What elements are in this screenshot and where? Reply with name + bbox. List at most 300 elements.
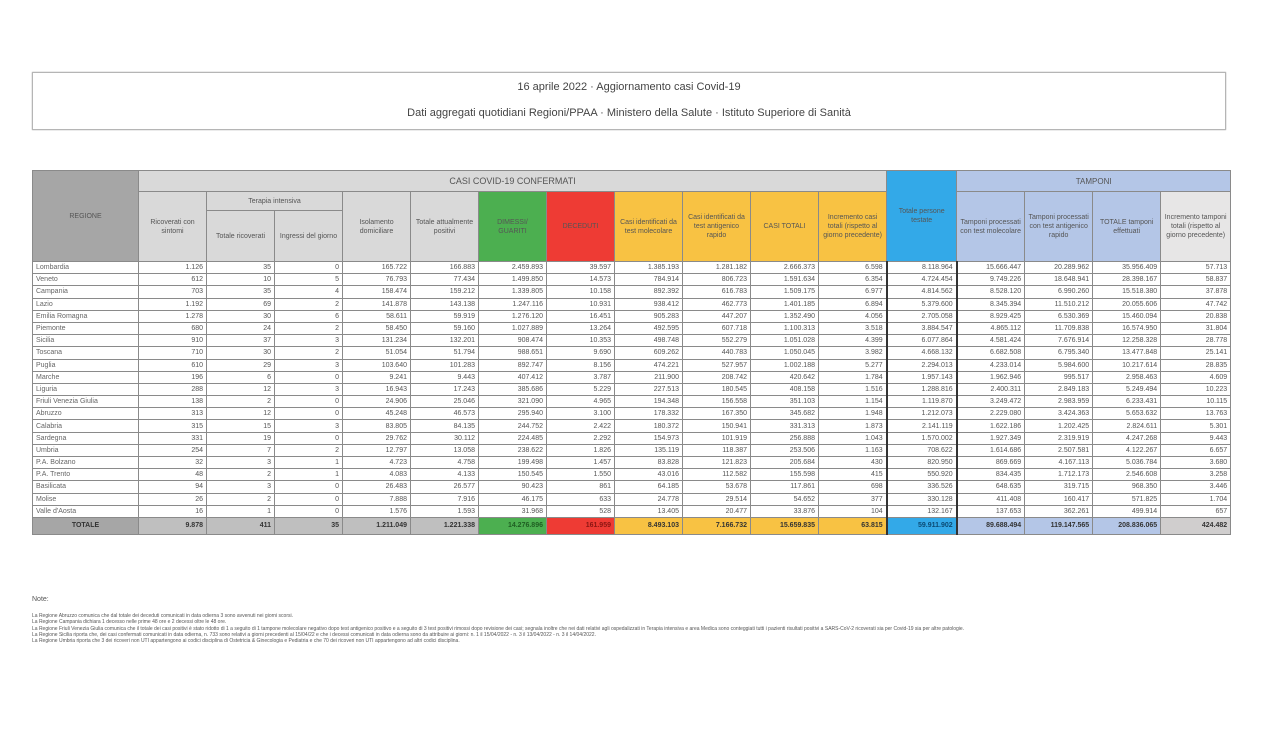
table-cell: 59.160	[411, 322, 479, 334]
table-cell: 227.513	[615, 383, 683, 395]
table-cell: 6.354	[819, 274, 887, 286]
table-cell: 238.622	[479, 444, 547, 456]
table-cell: 995.517	[1025, 371, 1093, 383]
table-cell: 0	[275, 432, 343, 444]
table-cell: 331	[139, 432, 207, 444]
report-subtitle: Dati aggregati quotidiani Regioni/PPAA · Ministero della Salute · Istituto Superiore di Sanità	[407, 107, 851, 119]
table-cell: 19	[207, 432, 275, 444]
table-cell: 528	[547, 505, 615, 517]
table-cell: 1.550	[547, 469, 615, 481]
table-cell: 5.249.494	[1093, 383, 1161, 395]
table-cell: 407.412	[479, 371, 547, 383]
table-cell: 69	[207, 298, 275, 310]
table-cell: 3.249.472	[957, 396, 1025, 408]
total-cell: 411	[207, 517, 275, 534]
table-cell: 1.202.425	[1025, 420, 1093, 432]
table-cell: 48	[139, 469, 207, 481]
table-cell: 4.609	[1161, 371, 1231, 383]
table-cell: 4.724.454	[887, 274, 957, 286]
table-cell: 9.443	[1161, 432, 1231, 444]
table-cell: 1.339.805	[479, 286, 547, 298]
table-cell: 1.212.073	[887, 408, 957, 420]
table-cell: 2	[207, 469, 275, 481]
table-cell: 6.657	[1161, 444, 1231, 456]
table-cell: 156.558	[683, 396, 751, 408]
table-cell: 18.648.941	[1025, 274, 1093, 286]
region-name: Toscana	[33, 347, 139, 359]
table-cell: 1	[275, 457, 343, 469]
table-cell: 2	[275, 444, 343, 456]
table-cell: 1.457	[547, 457, 615, 469]
table-cell: 154.973	[615, 432, 683, 444]
table-cell: 25.046	[411, 396, 479, 408]
table-cell: 474.221	[615, 359, 683, 371]
table-cell: 1.957.143	[887, 371, 957, 383]
table-row	[33, 481, 1231, 493]
table-cell: 892.392	[615, 286, 683, 298]
table-cell: 28.778	[1161, 335, 1231, 347]
table-cell: 253.506	[751, 444, 819, 456]
region-name: Liguria	[33, 383, 139, 395]
table-cell: 12.258.328	[1093, 335, 1161, 347]
table-cell: 430	[819, 457, 887, 469]
column-header-region: REGIONE	[33, 171, 139, 262]
table-cell: 11.709.838	[1025, 322, 1093, 334]
table-cell: 244.752	[479, 420, 547, 432]
table-cell: 37	[207, 335, 275, 347]
table-cell: 2.459.893	[479, 262, 547, 274]
table-cell: 3.884.547	[887, 322, 957, 334]
total-cell: 89.688.494	[957, 517, 1025, 534]
table-cell: 3	[207, 481, 275, 493]
table-cell: 1.100.313	[751, 322, 819, 334]
table-row	[33, 444, 1231, 456]
total-cell: 7.166.732	[683, 517, 751, 534]
table-cell: 4.167.113	[1025, 457, 1093, 469]
table-cell: 420.642	[751, 371, 819, 383]
column-header-casi-antigenico: Casi identificati da test antigenico rapido	[683, 192, 751, 262]
table-cell: 550.920	[887, 469, 957, 481]
table-cell: 3	[275, 383, 343, 395]
table-cell: 208.742	[683, 371, 751, 383]
table-cell: 20.477	[683, 505, 751, 517]
table-cell: 408.158	[751, 383, 819, 395]
table-cell: 31.804	[1161, 322, 1231, 334]
total-cell: 15.659.835	[751, 517, 819, 534]
table-cell: 4.083	[343, 469, 411, 481]
table-cell: 552.279	[683, 335, 751, 347]
table-cell: 1.712.173	[1025, 469, 1093, 481]
table-cell: 440.783	[683, 347, 751, 359]
table-cell: 224.485	[479, 432, 547, 444]
table-cell: 7	[207, 444, 275, 456]
table-cell: 77.434	[411, 274, 479, 286]
table-cell: 351.103	[751, 396, 819, 408]
table-cell: 0	[275, 505, 343, 517]
total-cell: 424.482	[1161, 517, 1231, 534]
table-cell: 5.984.600	[1025, 359, 1093, 371]
table-cell: 1.051.028	[751, 335, 819, 347]
table-cell: 6.682.508	[957, 347, 1025, 359]
region-name: Veneto	[33, 274, 139, 286]
table-cell: 3	[275, 420, 343, 432]
table-cell: 4.399	[819, 335, 887, 347]
table-cell: 633	[547, 493, 615, 505]
region-name: Umbria	[33, 444, 139, 456]
table-cell: 784.914	[615, 274, 683, 286]
table-cell: 6	[207, 371, 275, 383]
table-row	[33, 469, 1231, 481]
column-header-isolamento: Isolamento domiciliare	[343, 192, 411, 262]
table-cell: 1.948	[819, 408, 887, 420]
table-cell: 1.027.889	[479, 322, 547, 334]
region-name: Campania	[33, 286, 139, 298]
table-cell: 1.002.188	[751, 359, 819, 371]
table-cell: 159.212	[411, 286, 479, 298]
table-row	[33, 274, 1231, 286]
table-cell: 16.943	[343, 383, 411, 395]
table-cell: 33.876	[751, 505, 819, 517]
table-cell: 1.516	[819, 383, 887, 395]
region-name: Calabria	[33, 420, 139, 432]
table-cell: 132.167	[887, 505, 957, 517]
total-cell: 63.815	[819, 517, 887, 534]
table-cell: 3.258	[1161, 469, 1231, 481]
table-cell: 1.570.002	[887, 432, 957, 444]
table-cell: 118.387	[683, 444, 751, 456]
table-cell: 2.400.311	[957, 383, 1025, 395]
table-cell: 256.888	[751, 432, 819, 444]
table-cell: 2.294.013	[887, 359, 957, 371]
table-cell: 1.622.186	[957, 420, 1025, 432]
table-cell: 194.348	[615, 396, 683, 408]
table-cell: 3.982	[819, 347, 887, 359]
notes-lines	[32, 613, 1232, 644]
table-cell: 4.965	[547, 396, 615, 408]
table-cell: 7.888	[343, 493, 411, 505]
table-cell: 1.704	[1161, 493, 1231, 505]
table-cell: 616.783	[683, 286, 751, 298]
table-cell: 47.742	[1161, 298, 1231, 310]
table-cell: 6.894	[819, 298, 887, 310]
table-cell: 53.678	[683, 481, 751, 493]
table-cell: 13.058	[411, 444, 479, 456]
table-cell: 9.749.226	[957, 274, 1025, 286]
region-name: Valle d'Aosta	[33, 505, 139, 517]
table-cell: 5.277	[819, 359, 887, 371]
region-name: Sardegna	[33, 432, 139, 444]
table-cell: 32	[139, 457, 207, 469]
region-name: P.A. Bolzano	[33, 457, 139, 469]
table-cell: 2	[275, 347, 343, 359]
group-header-tamponi: TAMPONI	[957, 171, 1231, 192]
table-cell: 2.546.608	[1093, 469, 1161, 481]
table-row	[33, 262, 1231, 274]
table-cell: 4.122.267	[1093, 444, 1161, 456]
table-cell: 11.510.212	[1025, 298, 1093, 310]
table-cell: 8.929.425	[957, 310, 1025, 322]
total-row	[33, 517, 1231, 534]
table-cell: 1.352.490	[751, 310, 819, 322]
table-cell: 83.805	[343, 420, 411, 432]
table-cell: 499.914	[1093, 505, 1161, 517]
column-header-totale-persone: Totale persone testate	[887, 171, 957, 262]
column-header-ti-totale: Totale ricoverati	[207, 211, 275, 262]
table-cell: 1.385.193	[615, 262, 683, 274]
table-cell: 6	[275, 310, 343, 322]
table-cell: 58.837	[1161, 274, 1231, 286]
table-cell: 90.423	[479, 481, 547, 493]
table-cell: 137.653	[957, 505, 1025, 517]
column-header-incremento-casi: Incremento casi totali (rispetto al giorno precedente)	[819, 192, 887, 262]
table-cell: 8.345.394	[957, 298, 1025, 310]
table-cell: 1.576	[343, 505, 411, 517]
total-cell: 59.911.902	[887, 517, 957, 534]
notes-section	[32, 597, 1232, 644]
table-cell: 58.450	[343, 322, 411, 334]
table-cell: 1.927.349	[957, 432, 1025, 444]
table-cell: 313	[139, 408, 207, 420]
total-cell: 1.221.338	[411, 517, 479, 534]
table-cell: 336.526	[887, 481, 957, 493]
table-row	[33, 359, 1231, 371]
table-cell: 6.233.431	[1093, 396, 1161, 408]
table-cell: 0	[275, 371, 343, 383]
table-cell: 59.919	[411, 310, 479, 322]
table-cell: 16	[139, 505, 207, 517]
note-line: La Regione Campania dichiara 1 decesso nelle prime 48 ore e 2 decessi oltre le 48 ore.	[32, 619, 227, 626]
table-cell: 710	[139, 347, 207, 359]
table-cell: 10.217.614	[1093, 359, 1161, 371]
table-cell: 8.528.120	[957, 286, 1025, 298]
region-name: Emilia Romagna	[33, 310, 139, 322]
table-cell: 2.319.919	[1025, 432, 1093, 444]
table-cell: 869.669	[957, 457, 1025, 469]
table-cell: 180.545	[683, 383, 751, 395]
table-cell: 2.422	[547, 420, 615, 432]
table-cell: 28.398.167	[1093, 274, 1161, 286]
column-header-tamponi-molecolare: Tamponi processati con test molecolare	[957, 192, 1025, 262]
table-cell: 2.666.373	[751, 262, 819, 274]
table-row	[33, 371, 1231, 383]
table-cell: 5.036.784	[1093, 457, 1161, 469]
table-cell: 64.185	[615, 481, 683, 493]
table-cell: 45.248	[343, 408, 411, 420]
region-name: P.A. Trento	[33, 469, 139, 481]
table-cell: 10.931	[547, 298, 615, 310]
table-cell: 680	[139, 322, 207, 334]
table-cell: 988.651	[479, 347, 547, 359]
table-cell: 254	[139, 444, 207, 456]
table-cell: 26.483	[343, 481, 411, 493]
table-cell: 0	[275, 408, 343, 420]
table-cell: 15	[207, 420, 275, 432]
table-cell: 4.865.112	[957, 322, 1025, 334]
table-cell: 13.405	[615, 505, 683, 517]
table-cell: 199.498	[479, 457, 547, 469]
covid-regional-table	[32, 170, 1231, 535]
table-cell: 527.957	[683, 359, 751, 371]
table-cell: 58.611	[343, 310, 411, 322]
table-body	[33, 262, 1231, 535]
table-cell: 10	[207, 274, 275, 286]
table-cell: 178.332	[615, 408, 683, 420]
table-cell: 112.582	[683, 469, 751, 481]
table-cell: 17.243	[411, 383, 479, 395]
table-cell: 834.435	[957, 469, 1025, 481]
table-cell: 158.474	[343, 286, 411, 298]
table-cell: 8.156	[547, 359, 615, 371]
table-cell: 806.723	[683, 274, 751, 286]
table-cell: 571.825	[1093, 493, 1161, 505]
column-header-casi-molecolare: Casi identificati da test molecolare	[615, 192, 683, 262]
region-name: Sicilia	[33, 335, 139, 347]
total-cell: 208.836.065	[1093, 517, 1161, 534]
table-cell: 0	[275, 262, 343, 274]
table-cell: 1.154	[819, 396, 887, 408]
table-cell: 3	[207, 457, 275, 469]
table-cell: 101.283	[411, 359, 479, 371]
table-cell: 411.408	[957, 493, 1025, 505]
table-cell: 4.581.424	[957, 335, 1025, 347]
table-cell: 6.990.260	[1025, 286, 1093, 298]
table-cell: 5.229	[547, 383, 615, 395]
table-cell: 196	[139, 371, 207, 383]
table-cell: 10.223	[1161, 383, 1231, 395]
table-cell: 13.477.848	[1093, 347, 1161, 359]
table-cell: 6.795.340	[1025, 347, 1093, 359]
region-name: Lombardia	[33, 262, 139, 274]
table-row	[33, 383, 1231, 395]
table-cell: 2	[275, 322, 343, 334]
table-cell: 9.443	[411, 371, 479, 383]
note-line: La Regione Friuli Venezia Giulia comunica che il totale dei casi positivi è stato ridotto di 1 a seguito di 1 tampone molecolare negativo dopo test antigenico positivo e a seguito di 3 test positivi rimossi dopo revisione dei casi; segnala inoltre che nei dati relativi agli ospedalizzati in Terapia intensiva e area Medica sono conteggiati tutti i pazienti risultati positivi a SARS-CoV-2 ricoverati sia per Covid-19 sia per altre patologie.	[32, 625, 965, 632]
table-cell: 35.956.409	[1093, 262, 1161, 274]
region-name: Puglia	[33, 359, 139, 371]
table-cell: 610	[139, 359, 207, 371]
table-cell: 51.794	[411, 347, 479, 359]
table-cell: 10.115	[1161, 396, 1231, 408]
table-row	[33, 396, 1231, 408]
table-cell: 1.826	[547, 444, 615, 456]
table-cell: 2	[207, 493, 275, 505]
column-header-casi-totali: CASI TOTALI	[751, 192, 819, 262]
table-cell: 28.835	[1161, 359, 1231, 371]
table-row	[33, 432, 1231, 444]
table-cell: 29.514	[683, 493, 751, 505]
table-cell: 205.684	[751, 457, 819, 469]
table-cell: 4.247.268	[1093, 432, 1161, 444]
group-header-casi: CASI COVID-19 CONFERMATI	[139, 171, 887, 192]
table-cell: 1.499.850	[479, 274, 547, 286]
column-header-dimessi: DIMESSI/ GUARITI	[479, 192, 547, 262]
table-cell: 35	[207, 262, 275, 274]
table-cell: 211.900	[615, 371, 683, 383]
table-cell: 16.574.950	[1093, 322, 1161, 334]
table-cell: 46.573	[411, 408, 479, 420]
table-cell: 10.158	[547, 286, 615, 298]
table-cell: 5.653.632	[1093, 408, 1161, 420]
total-label: TOTALE	[33, 517, 139, 534]
table-cell: 15.460.094	[1093, 310, 1161, 322]
table-cell: 7.676.914	[1025, 335, 1093, 347]
table-cell: 51.054	[343, 347, 411, 359]
table-row	[33, 347, 1231, 359]
region-name: Basilicata	[33, 481, 139, 493]
table-cell: 1.591.634	[751, 274, 819, 286]
table-row	[33, 493, 1231, 505]
table-cell: 1.281.182	[683, 262, 751, 274]
table-cell: 377	[819, 493, 887, 505]
table-cell: 703	[139, 286, 207, 298]
total-cell: 1.211.049	[343, 517, 411, 534]
table-cell: 35	[207, 286, 275, 298]
region-name: Marche	[33, 371, 139, 383]
table-cell: 1.163	[819, 444, 887, 456]
table-cell: 2	[207, 396, 275, 408]
table-cell: 37.878	[1161, 286, 1231, 298]
table-cell: 180.372	[615, 420, 683, 432]
region-name: Friuli Venezia Giulia	[33, 396, 139, 408]
table-cell: 492.595	[615, 322, 683, 334]
table-cell: 30.112	[411, 432, 479, 444]
table-cell: 121.823	[683, 457, 751, 469]
table-cell: 0	[275, 481, 343, 493]
table-cell: 609.262	[615, 347, 683, 359]
table-cell: 385.686	[479, 383, 547, 395]
table-cell: 57.713	[1161, 262, 1231, 274]
table-cell: 0	[275, 493, 343, 505]
table-row	[33, 322, 1231, 334]
table-cell: 143.138	[411, 298, 479, 310]
table-cell: 3.424.363	[1025, 408, 1093, 420]
table-cell: 2	[275, 298, 343, 310]
table-cell: 6.977	[819, 286, 887, 298]
column-header-tamponi-antigenico: Tamponi processati con test antigenico rapido	[1025, 192, 1093, 262]
table-cell: 29.762	[343, 432, 411, 444]
table-cell: 4.668.132	[887, 347, 957, 359]
table-cell: 43.016	[615, 469, 683, 481]
table-cell: 330.128	[887, 493, 957, 505]
table-row	[33, 286, 1231, 298]
table-cell: 2.824.611	[1093, 420, 1161, 432]
table-cell: 3.446	[1161, 481, 1231, 493]
table-cell: 20.055.606	[1093, 298, 1161, 310]
table-cell: 138	[139, 396, 207, 408]
table-cell: 30	[207, 310, 275, 322]
table-row	[33, 298, 1231, 310]
table-cell: 1.276.120	[479, 310, 547, 322]
table-cell: 155.598	[751, 469, 819, 481]
table-cell: 7.916	[411, 493, 479, 505]
table-cell: 2.705.058	[887, 310, 957, 322]
table-cell: 3.680	[1161, 457, 1231, 469]
table-cell: 3.100	[547, 408, 615, 420]
table-cell: 345.682	[751, 408, 819, 420]
total-cell: 9.878	[139, 517, 207, 534]
column-header-deceduti: DECEDUTI	[547, 192, 615, 262]
table-cell: 76.793	[343, 274, 411, 286]
note-line: La Regione Sicilia riporta che, dei casi confermati comunicati in data odierna, n. 733 sono relativi a giorni precedenti al 15/04/22 e che i decessi comunicati in data odierna sono da attribuire ai giorni: n. 1 il 15/04/2022 - n. 3 il 13/04/2022 - n. 3 il 14/04/2022.	[32, 631, 596, 638]
table-cell: 1.962.946	[957, 371, 1025, 383]
table-cell: 315	[139, 420, 207, 432]
table-cell: 135.119	[615, 444, 683, 456]
table-cell: 2.958.463	[1093, 371, 1161, 383]
table-cell: 4.723	[343, 457, 411, 469]
table-cell: 150.545	[479, 469, 547, 481]
table-cell: 1.247.116	[479, 298, 547, 310]
table-cell: 2.141.119	[887, 420, 957, 432]
